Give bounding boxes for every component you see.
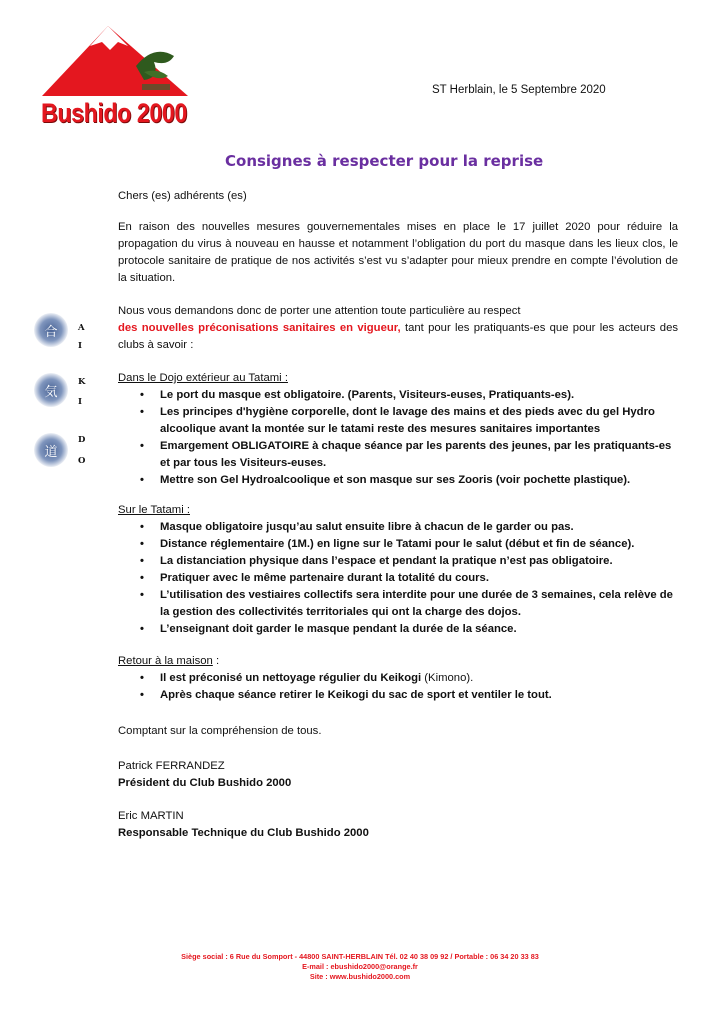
kanji-circle-1: 合 (34, 313, 68, 347)
section-heading-maison: Retour à la maison : (118, 655, 220, 667)
aikido-letter: I (78, 341, 83, 351)
attention-paragraph: Nous vous demandons donc de porter une attention toute particulière au respect des nouvelles préconisations sanitaires en vigueur, tant pour les pratiquants-es que pour les acteurs des clubs à savoir : (118, 305, 678, 351)
list-item: • Les principes d'hygiène corporelle, dont le lavage des mains et des pieds avec du gel Hydro alcoolique avant la montée sur le tatami reste des mesures sanitaires importantes (118, 404, 683, 438)
signature-1-role: Président du Club Bushido 2000 (118, 777, 292, 789)
list-item: • Il est préconisé un nettoyage régulier du Keikogi (Kimono). (118, 670, 683, 687)
maison-rules-list (118, 670, 683, 704)
list-item: • Masque obligatoire jusqu’au salut ensuite libre à chacun de le garder ou pas. (118, 519, 683, 536)
list-item: • La distanciation physique dans l’espace et pendant la pratique n’est pas obligatoire. (118, 553, 683, 570)
aikido-letter: I (78, 397, 83, 407)
tatami-rules-list (118, 519, 683, 638)
dojo-rules-list (118, 387, 683, 489)
logo-text: Bushido 2000 (41, 98, 187, 128)
list-item: • Distance réglementaire (1M.) en ligne sur le Tatami pour le salut (début et fin de séance). (118, 536, 683, 553)
footer-website: Site : www.bushido2000.com (309, 972, 411, 981)
intro-paragraph: En raison des nouvelles mesures gouvernementales mises en place le 17 juillet 2020 pour réduire la propagation du virus à nouveau en hausse et notamment l’obligation du port du masque dans les lieux clos, le protocole sanitaire de pratique de nos activités s’est vu s’adapter pour mieux prendre en compte l’évolution de la situation. (118, 221, 678, 284)
list-item: • Emargement OBLIGATOIRE à chaque séance par les parents des jeunes, par les pratiquants-es et par tous les Visiteurs-euses. (118, 438, 683, 472)
aikido-letter: A (78, 323, 86, 333)
list-item: • L’utilisation des vestiaires collectifs sera interdite pour une durée de 3 semaines, cela relève de la gestion des collectivités territoriales qui ont la charge des dojos. (118, 587, 683, 621)
closing-line: Comptant sur la compréhension de tous. (118, 725, 322, 737)
signature-2-name: Eric MARTIN (118, 810, 184, 822)
signature-1-name: Patrick FERRANDEZ (118, 760, 225, 772)
list-item: • Le port du masque est obligatoire. (Parents, Visiteurs-euses, Pratiquants-es). (118, 387, 683, 404)
list-item: • Pratiquer avec le même partenaire durant la totalité du cours. (118, 570, 683, 587)
section-heading-dojo: Dans le Dojo extérieur au Tatami : (118, 372, 288, 384)
greeting: Chers (es) adhérents (es) (118, 190, 247, 202)
footer-email: E-mail : ebushido2000@orange.fr (302, 962, 418, 971)
kanji-circle-3: 道 (34, 433, 68, 467)
date-line: ST Herblain, le 5 Septembre 2020 (432, 84, 606, 96)
aikido-letter: K (78, 377, 87, 387)
list-item: • Mettre son Gel Hydroalcoolique et son masque sur ses Zooris (voir pochette plastique). (118, 472, 683, 489)
section-heading-tatami: Sur le Tatami : (118, 504, 190, 516)
signature-2-role: Responsable Technique du Club Bushido 2000 (118, 827, 369, 839)
aikido-letter: O (78, 456, 87, 466)
footer-address: Siège social : 6 Rue du Somport - 44800 SAINT-HERBLAIN Tél. 02 40 38 09 92 / Portable : 06 34 20 33 83 (181, 952, 539, 961)
page-title: Consignes à respecter pour la reprise (225, 152, 544, 170)
aikido-letter: D (78, 435, 87, 445)
list-item: • L’enseignant doit garder le masque pendant la durée de la séance. (118, 621, 683, 638)
list-item: • Après chaque séance retirer le Keikogi du sac de sport et ventiler le tout. (118, 687, 683, 704)
kanji-circle-2: 気 (34, 373, 68, 407)
